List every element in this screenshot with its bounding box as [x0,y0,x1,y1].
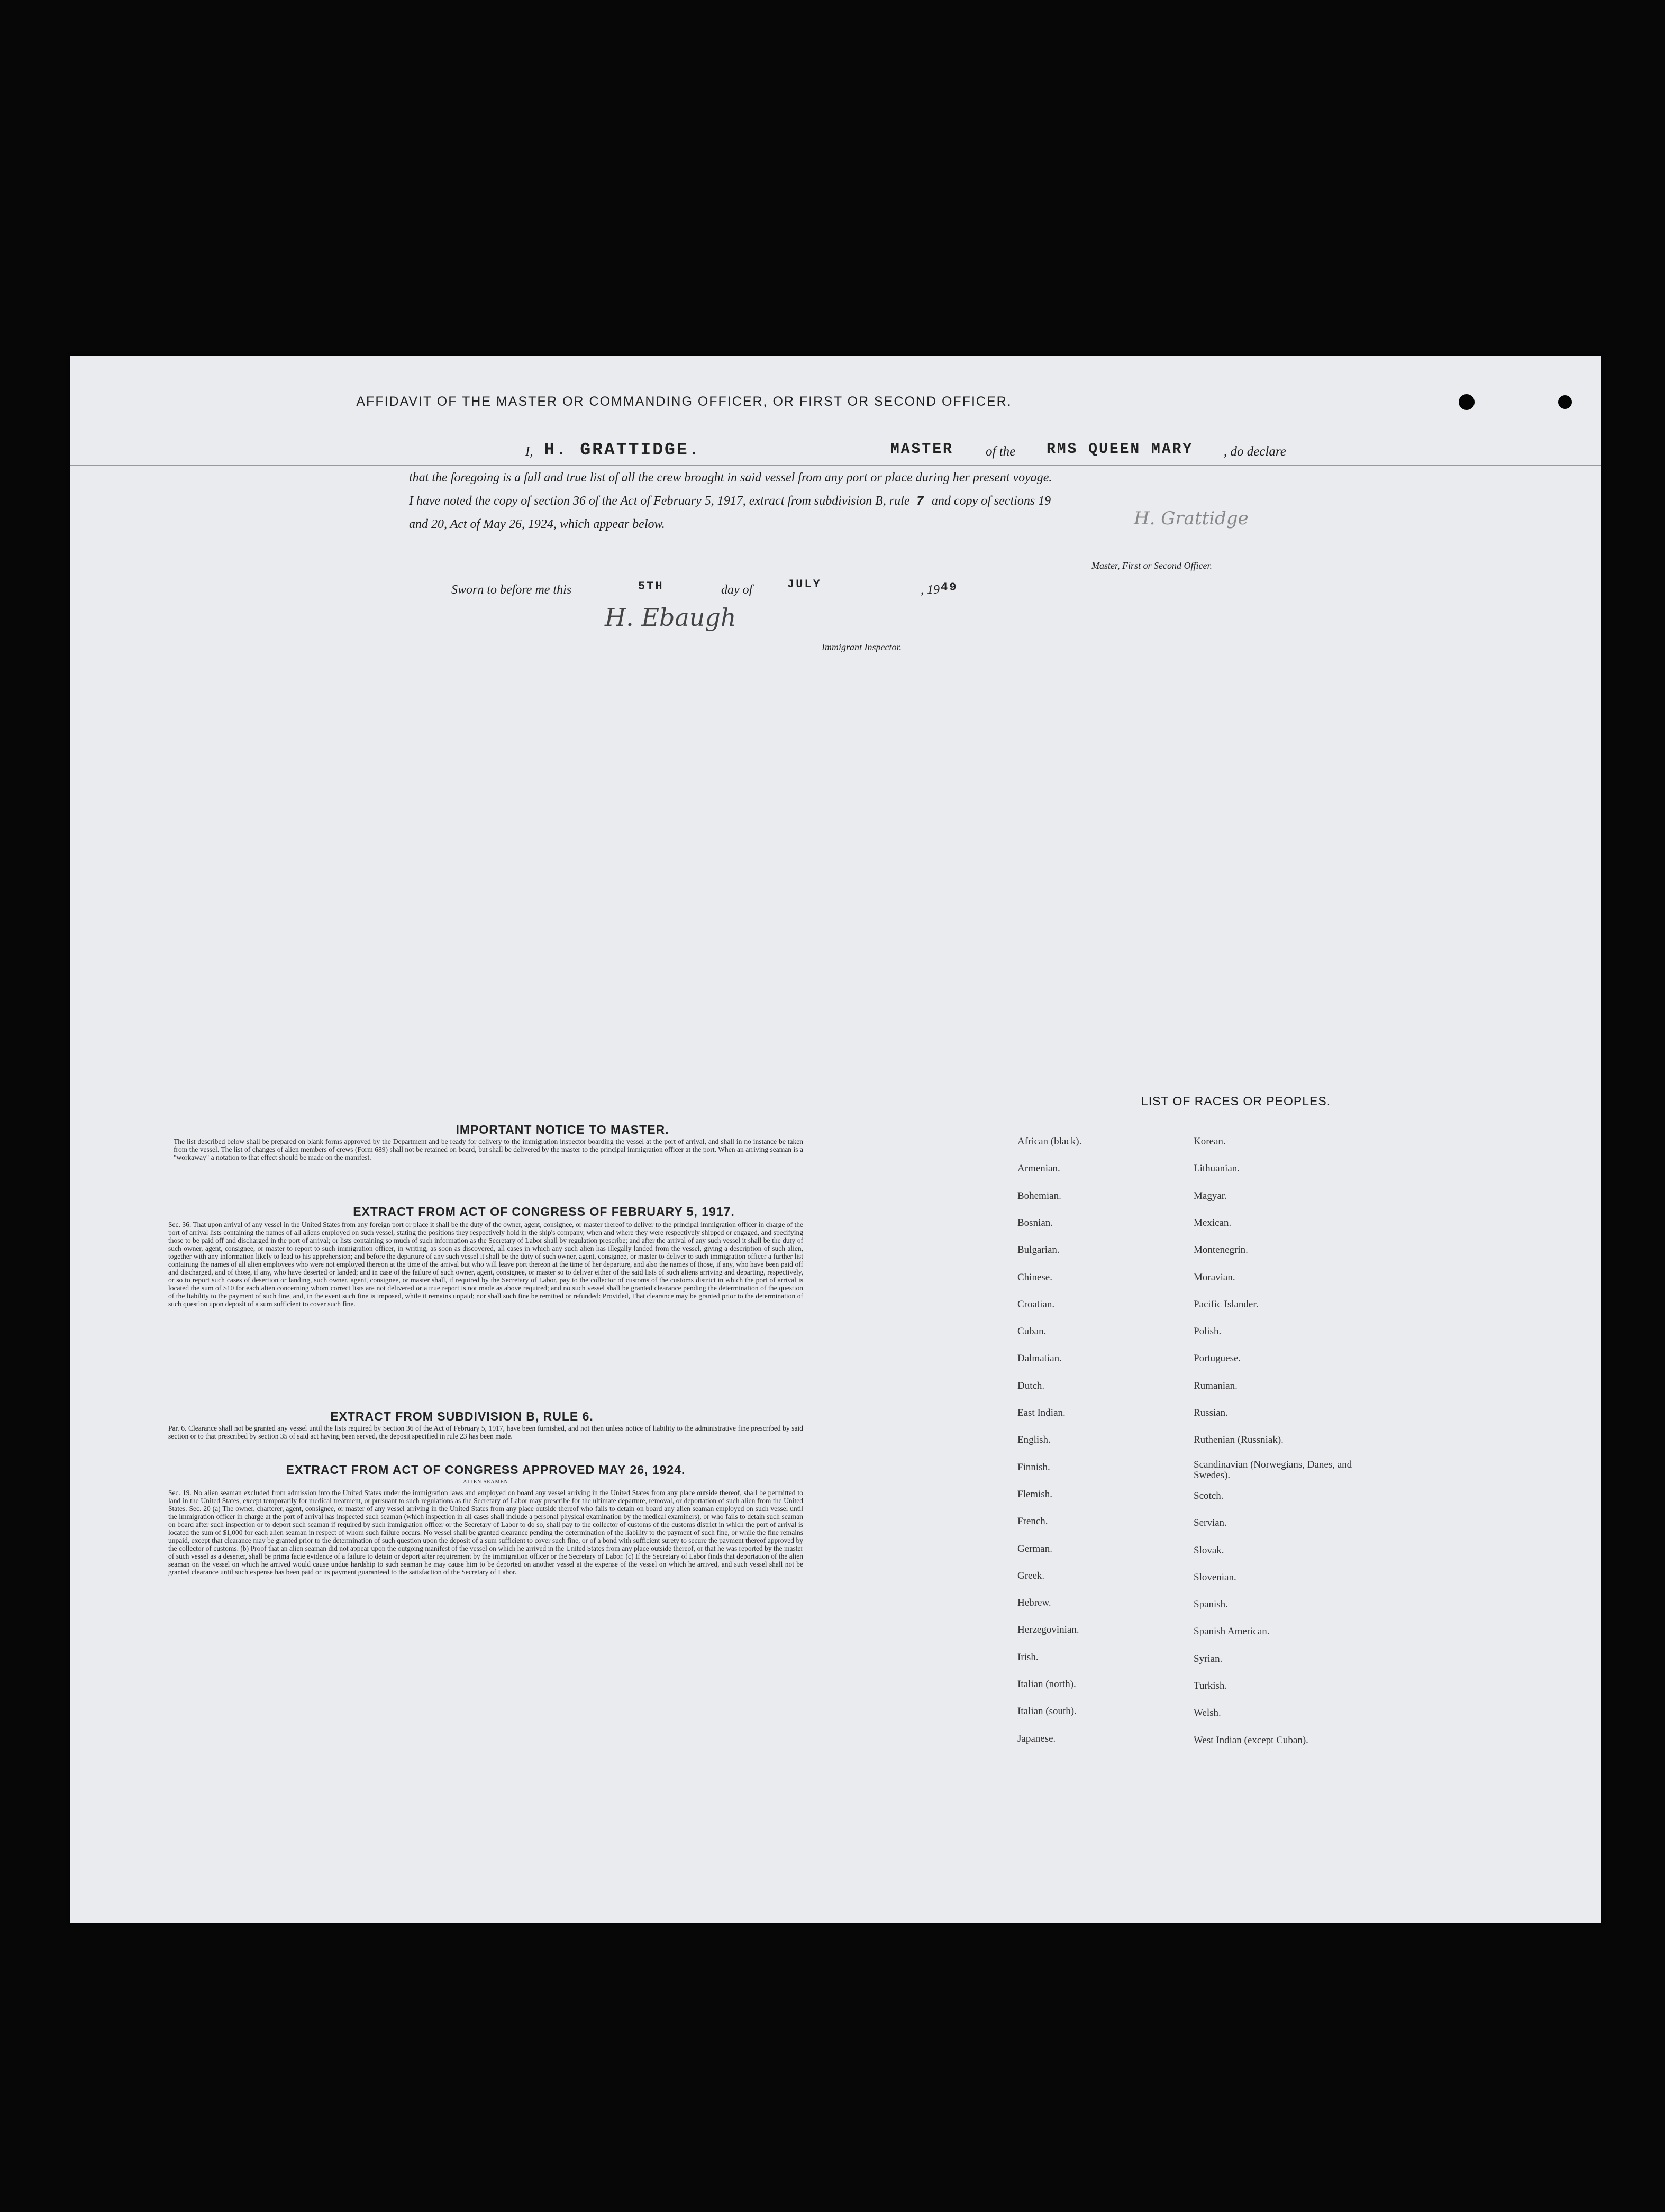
extract-rule6-text: Par. 6. Clearance shall not be granted any vessel until the lists required by Section 36 of the Act of February 5, 1917, have been furnished, and not then unless notice of liability to the administrative fine prescribed by said section or to that prescribed by section 35 of said act having been served, the deposit specified in rule 23 has been made. [168,1424,803,1440]
race-item: Turkish. [1194,1680,1227,1691]
race-item: Spanish. [1194,1599,1228,1610]
race-item: Korean. [1194,1136,1226,1147]
year-prefix: , 19 [921,583,940,597]
manifest-page [70,356,1601,1923]
sworn-month: JULY [787,578,822,591]
race-item: Chinese. [1017,1271,1052,1283]
race-item: Magyar. [1194,1190,1227,1201]
line3-end: and copy of sections 19 [931,494,1051,508]
race-item: Finnish. [1017,1461,1050,1473]
race-item: Herzegovinian. [1017,1624,1079,1636]
do-declare-text: , do declare [1224,444,1286,459]
notice-text: The list described below shall be prepared on blank forms approved by the Department and be ready for delivery to the immigration inspector boarding the vessel at the port of arrival, and shall in no instance be taken from the vessel. The list of changes of alien members of crews (Form 689) shall not be retained on board, but shall be delivered by the master to the principal immigration officer at the port. When an arriving seaman is a "workaway" a notation to that effect should be made on the manifest. [174,1137,803,1161]
race-item: Dalmatian. [1017,1353,1062,1364]
race-item: Lithuanian. [1194,1163,1240,1175]
inspector-caption: Immigrant Inspector. [822,642,902,652]
race-item: Portuguese. [1194,1353,1241,1364]
race-item: Armenian. [1017,1163,1060,1175]
sworn-line [451,580,1033,601]
vessel-name: RMS QUEEN MARY [1047,441,1194,458]
race-item: West Indian (except Cuban). [1194,1734,1308,1746]
extract-rule6-title: EXTRACT FROM SUBDIVISION B, RULE 6. [330,1409,594,1423]
race-item: English. [1017,1434,1051,1446]
race-item: Syrian. [1194,1653,1223,1664]
race-item: Polish. [1194,1326,1222,1337]
line3-text: I have noted the copy of section 36 of the Act of February 5, 1917, extract from subdivision B, rule [409,494,910,508]
master-signature: H. Grattidge [1134,508,1249,529]
of-the-text: of the [986,444,1016,459]
affidavit-line-3 [409,494,1388,509]
master-rank: MASTER [890,441,953,458]
master-name: H. GRATTIDGE. [544,440,701,460]
race-item: Rumanian. [1194,1380,1238,1391]
race-item: Dutch. [1017,1380,1045,1391]
affidavit-line-4: and 20, Act of May 26, 1924, which appear below. [409,517,665,531]
master-caption: Master, First or Second Officer. [1091,560,1212,571]
affidavit-line-2: that the foregoing is a full and true list of all the crew brought in said vessel from any port or place during her present voyage. [409,471,1052,485]
sworn-text: Sworn to before me this [451,583,572,597]
race-item: Hebrew. [1017,1597,1051,1609]
race-item: Croatian. [1017,1298,1055,1310]
scan-streak [70,465,1601,466]
affidavit-line-1 [525,440,1351,463]
extract-1924-subtitle: ALIEN SEAMEN [463,1479,508,1485]
race-item: Irish. [1017,1651,1039,1663]
race-item: Slovak. [1194,1544,1224,1556]
race-item: Welsh. [1194,1707,1221,1719]
punch-hole [1558,395,1572,409]
race-item: Servian. [1194,1517,1227,1529]
race-item: Scandinavian (Norwegians, Danes, and Swedes). [1194,1459,1352,1481]
race-item: Greek. [1017,1570,1045,1581]
race-item: Bosnian. [1017,1217,1053,1228]
rule-number: 7 [916,495,925,509]
punch-hole [1459,394,1475,410]
races-title: LIST OF RACES OR PEOPLES. [1141,1094,1331,1108]
extract-1917-text: Sec. 36. That upon arrival of any vessel in the United States from any foreign port or place it shall be the duty of the owner, agent, consignee, or master thereof to deliver to the principal immigration officer in charge of the port of arrival lists containing the names of all aliens employed on such vessel, stating the positions they respectively hold in the ship's company, when and where they were respectively shipped or engaged, and specifying those to be paid off and discharged in the port of arrival; or lists containing so much of such information as the Secretary of Labor shall by regulation prescribe; and after the arrival of any such vessel it shall be the duty of such owner, agent, consignee, or master to report to such immigration officer, in writing, as soon as discovered, all cases in which any such alien has illegally landed from the vessel, giving a description of such alien, together with any information likely to lead to his apprehension; and before the departure of any such vessel it shall be the duty of such owner, agent, consignee, or master to deliver to such immigration officer a further list containing the names of all alien employees who were not employed thereon at the time of the arrival but who will leave port thereon at the time of her departure, and also the names of those, if any, who have been paid off and discharged, and of those, if any, who have deserted or landed; and in case of the failure of such owner, agent, consignee, or master so to deliver either of the said lists of such aliens arriving and departing, respectively, or so to report such cases of desertion or landing, such owner, agent, consignee, or master shall, if required by the Secretary of Labor, pay to the collector of customs of the customs district in which the port of arrival is located the sum of $10 for each alien concerning whom correct lists are not delivered or a true report is not made as above required; and no such vessel shall be granted clearance pending the determination of the question of the liability to the payment of such fine, and, in the event such fine is imposed, while it remains unpaid; nor shall such fine be remitted or refunded: Provided, That clearance may be granted prior to the determination of such question upon deposit of a sum sufficient to cover such fine. [168,1221,803,1308]
race-item: Montenegrin. [1194,1244,1248,1256]
race-item: Spanish American. [1194,1626,1270,1637]
race-item: Scotch. [1194,1490,1224,1501]
notice-title: IMPORTANT NOTICE TO MASTER. [456,1123,669,1136]
race-item: African (black). [1017,1136,1082,1147]
race-item: Bohemian. [1017,1190,1061,1201]
race-item: Slovenian. [1194,1571,1236,1583]
race-item: Bulgarian. [1017,1244,1060,1256]
race-item: Pacific Islander. [1194,1298,1259,1310]
day-of-text: day of [721,583,753,597]
race-item: Russian. [1194,1407,1228,1418]
line1-prefix: I, [525,444,533,459]
race-item: Japanese. [1017,1733,1056,1744]
extract-1924-title: EXTRACT FROM ACT OF CONGRESS APPROVED MAY 26, 1924. [286,1463,686,1477]
race-item: French. [1017,1516,1048,1527]
extract-1924-text: Sec. 19. No alien seaman excluded from admission into the United States under the immigration laws and employed on board any vessel arriving in the United States from any place outside thereof, shall be permitted to land in the United States, except temporarily for medical treatment, or pursuant to such regulations as the Secretary of Labor may prescribe for the ultimate departure, removal, or deportation of such alien from the United States. Sec. 20 (a) The owner, charterer, agent, consignee, or master of any vessel arriving in the United States from any place outside thereof who fails to detain on board any alien seaman employed on such vessel until the immigration officer in charge at the port of arrival has inspected such seaman (which inspection in all cases shall include a personal physical examination by the medical examiners), or who fails to detain such seaman on board after such inspection or to deport such seaman if required by such immigration officer or the Secretary of Labor to do so, shall pay to the collector of customs of the customs district in which the port of arrival is located the sum of $1,000 for each alien seaman in respect of whom such failure occurs. No vessel shall be granted clearance pending the determination of the liability to the payment of such fine, or while the fine remains unpaid, except that clearance may be granted prior to the determination of such question upon the deposit of a sum sufficient to cover such fine, or of a bond with sufficient surety to secure the payment thereof approved by the collector of customs. (b) Proof that an alien seaman did not appear upon the outgoing manifest of the vessel on which he arrived in the United States from any place outside thereof, or that he was reported by the master of such vessel as a deserter, shall be prima facie evidence of a failure to detain or deport after requirement by the immigration officer or the Secretary of Labor. (c) If the Secretary of Labor finds that deportation of the alien seaman on the vessel on which he arrived would cause undue hardship to such seaman he may cause him to be deported on another vessel at the expense of the vessel on which he arrived, and such vessel shall not be granted clearance until such expense has been paid or its payment guaranteed to the satisfaction of the Secretary of Labor. [168,1489,803,1576]
extract-1917-title: EXTRACT FROM ACT OF CONGRESS OF FEBRUARY 5, 1917. [353,1205,735,1218]
sworn-day: 5TH [638,580,664,593]
race-item: Flemish. [1017,1488,1052,1500]
race-item: East Indian. [1017,1407,1066,1418]
race-item: Cuban. [1017,1326,1047,1337]
sworn-year: 49 [941,581,958,594]
race-item: Mexican. [1194,1217,1232,1228]
race-item: Italian (north). [1017,1679,1076,1690]
race-item: Italian (south). [1017,1706,1077,1717]
race-item: Moravian. [1194,1271,1235,1283]
inspector-signature: H. Ebaugh [605,603,736,632]
race-item: Ruthenian (Russniak). [1194,1434,1284,1446]
race-item: German. [1017,1543,1052,1554]
affidavit-title: AFFIDAVIT OF THE MASTER OR COMMANDING OFFICER, OR FIRST OR SECOND OFFICER. [356,394,1012,409]
